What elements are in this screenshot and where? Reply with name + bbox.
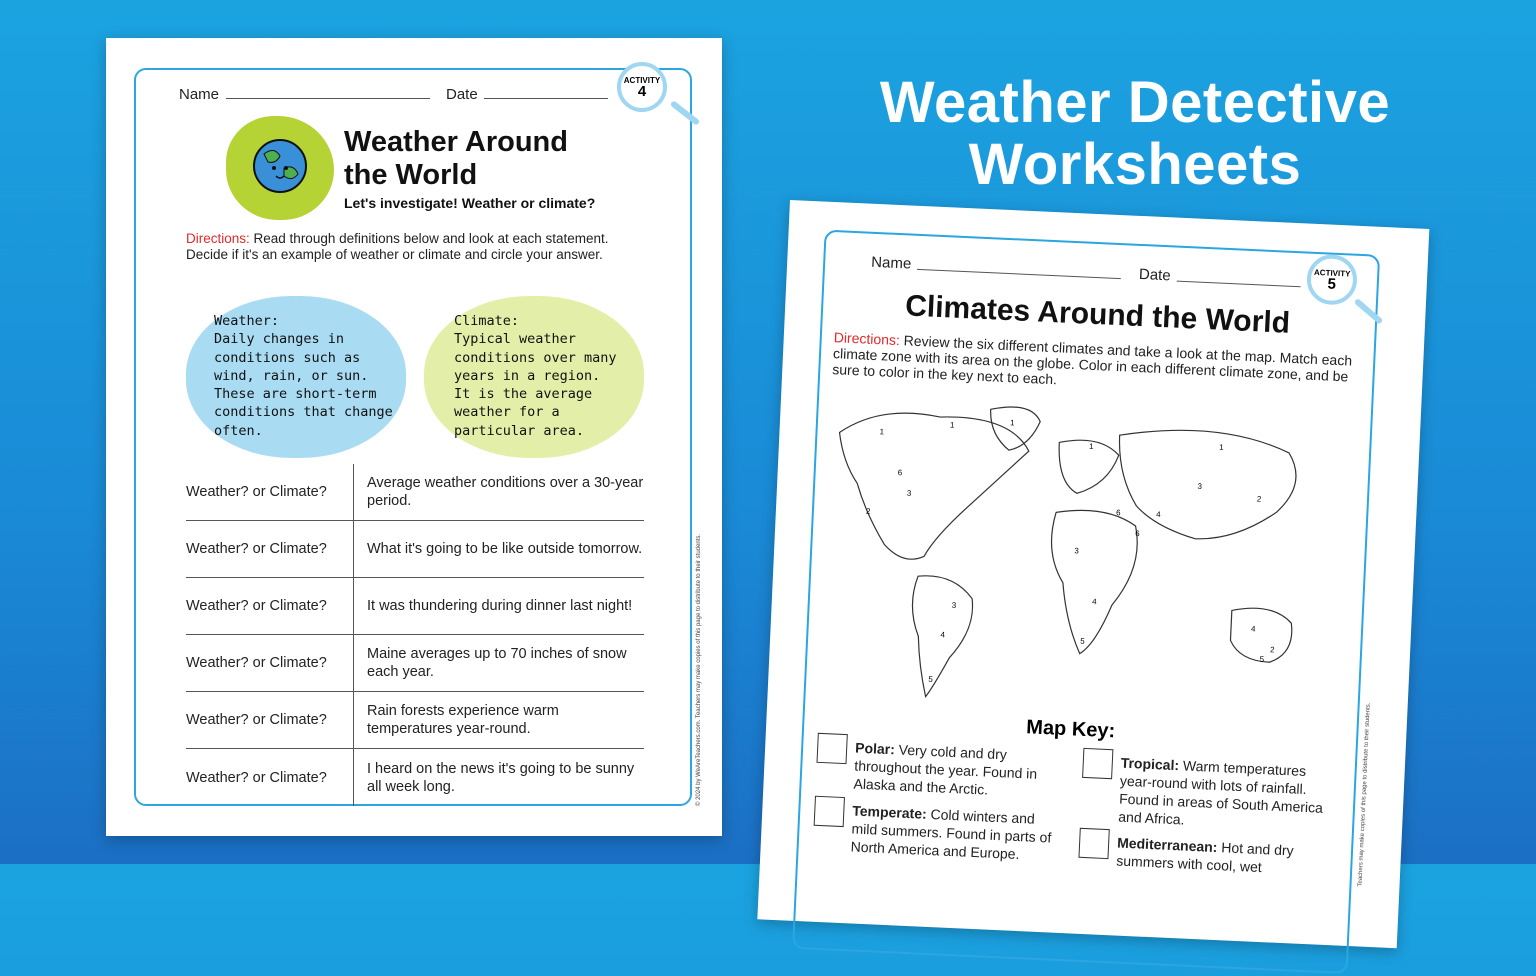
name-label: Name — [179, 86, 220, 103]
table-row — [186, 521, 644, 578]
key-desc: Warm temperatures year-round with lots of rainfall. Found in areas of South America and Africa. — [1118, 757, 1324, 828]
map-key-title: Map Key: — [1025, 716, 1116, 743]
date-label: Date — [446, 86, 478, 103]
badge-number: 5 — [1327, 275, 1337, 293]
badge-label: ACTIVITY — [623, 76, 661, 85]
key-desc: Hot and dry summers with cool, wet — [1116, 839, 1294, 876]
map-zone-number: 2 — [1256, 494, 1262, 504]
table-row — [186, 692, 644, 749]
earth-icon — [226, 116, 334, 220]
choice-cell[interactable]: Weather? or Climate? — [186, 464, 354, 520]
map-zone-number: 4 — [1091, 597, 1097, 607]
map-zone-number: 3 — [1074, 546, 1080, 556]
climate-definition: Climate: Typical weather conditions over many years in a region. It is the average weather for a particular area. — [424, 296, 644, 458]
map-zone-number: 5 — [1259, 654, 1265, 664]
statement-cell: I heard on the news it's going to be sunny all week long. — [367, 760, 635, 795]
headline — [840, 72, 1430, 196]
table-row — [186, 578, 644, 635]
statements-table — [186, 464, 644, 806]
map-zone-number: 1 — [949, 420, 955, 430]
color-box[interactable] — [1078, 828, 1109, 859]
headline-line1: Weather Detective — [879, 70, 1391, 135]
worksheet-weather-around-the-world — [106, 38, 722, 836]
map-zone-number: 4 — [1250, 624, 1256, 634]
date-label: Date — [1138, 265, 1172, 285]
directions — [186, 231, 636, 263]
badge-label: ACTIVITY — [1313, 267, 1351, 279]
statement-cell: What it's going to be like outside tomorrow. — [367, 541, 643, 557]
worksheet-title: Climates Around the World — [904, 289, 1291, 340]
africa — [1046, 509, 1138, 656]
key-tropical — [1118, 754, 1326, 835]
map-zone-number: 2 — [1269, 645, 1275, 655]
badge-number: 4 — [637, 83, 647, 100]
choice-cell[interactable]: Weather? or Climate? — [186, 578, 354, 634]
choice-cell[interactable]: Weather? or Climate? — [186, 692, 354, 748]
map-zone-number: 1 — [1009, 418, 1015, 428]
color-box[interactable] — [814, 796, 845, 827]
key-name: Polar: — [854, 739, 896, 758]
title-line1: Weather Around — [344, 126, 568, 158]
color-box[interactable] — [1082, 748, 1113, 779]
world-map — [807, 392, 1341, 725]
statement-cell: Maine averages up to 70 inches of snow each year. — [367, 646, 627, 680]
copyright-notice: © 2024 by WeAreTeachers.com. Teachers may make copies of this page to distribute to their students. — [696, 533, 702, 806]
key-desc: Very cold and dry throughout the year. Found in Alaska and the Arctic. — [853, 741, 1038, 798]
key-name: Mediterranean: — [1116, 834, 1218, 856]
worksheet-climates-around-the-world — [757, 200, 1429, 948]
table-row — [186, 749, 644, 806]
directions-label: Directions: — [186, 231, 250, 246]
key-name: Tropical: — [1120, 754, 1180, 774]
map-zone-number: 6 — [1135, 529, 1140, 539]
statement-cell: Rain forests experience warm temperatures year-round. — [367, 703, 559, 737]
headline-line2: Worksheets — [968, 132, 1302, 197]
weather-definition: Weather: Daily changes in conditions such as wind, rain, or sun. These are short-term conditions that change often. — [186, 296, 406, 458]
map-zone-number: 4 — [1155, 509, 1161, 520]
map-zone-number: 6 — [1115, 508, 1121, 518]
table-row — [186, 635, 644, 692]
statement-cell: It was thundering during dinner last night! — [367, 598, 633, 614]
choice-cell[interactable]: Weather? or Climate? — [186, 749, 354, 806]
directions-text: Read through definitions below and look at each statement. Decide if it's an example of weather or climate and circle your answer. — [186, 231, 609, 262]
directions-label: Directions: — [833, 329, 901, 349]
key-polar — [853, 739, 1060, 802]
name-line — [226, 98, 430, 99]
north-america — [834, 410, 1030, 564]
map-zone-number: 4 — [940, 630, 946, 640]
title-line2: the World — [344, 159, 478, 191]
date-line — [484, 98, 608, 99]
name-label: Name — [870, 253, 912, 273]
map-zone-number: 1 — [879, 427, 885, 437]
map-zone-number: 1 — [1088, 441, 1094, 452]
map-zone-number: 2 — [865, 506, 871, 516]
activity-badge — [617, 62, 667, 112]
choice-cell[interactable]: Weather? or Climate? — [186, 635, 354, 691]
map-zone-number: 5 — [1080, 636, 1085, 646]
choice-cell[interactable]: Weather? or Climate? — [186, 521, 354, 577]
map-zone-number: 1 — [1219, 442, 1224, 452]
key-temperate — [850, 801, 1057, 864]
map-zone-number: 5 — [928, 674, 934, 684]
map-zone-number: 3 — [951, 600, 957, 610]
copyright-notice: Teachers may make copies of this page to distribute to their students. — [1357, 702, 1372, 887]
worksheet-title — [344, 126, 568, 192]
table-row — [186, 464, 644, 521]
directions-text: Review the six different climates and take a look at the map. Match each climate zone with its area on the globe. Color in each different climate zone, and be sure to color in the key next to each. — [832, 332, 1353, 388]
key-name: Temperate: — [852, 802, 928, 822]
statement-cell: Average weather conditions over a 30-year period. — [367, 475, 644, 509]
key-desc: Cold winters and mild summers. Found in parts of North America and Europe. — [850, 805, 1052, 863]
greenland — [989, 406, 1041, 452]
color-box[interactable] — [816, 733, 847, 764]
map-zone-number: 6 — [897, 468, 903, 478]
globe-illustration — [226, 116, 334, 220]
map-zone-number: 3 — [1197, 481, 1203, 491]
map-zone-number: 3 — [906, 488, 912, 498]
asia — [1115, 427, 1298, 543]
worksheet-subtitle: Let's investigate! Weather or climate? — [344, 195, 596, 211]
